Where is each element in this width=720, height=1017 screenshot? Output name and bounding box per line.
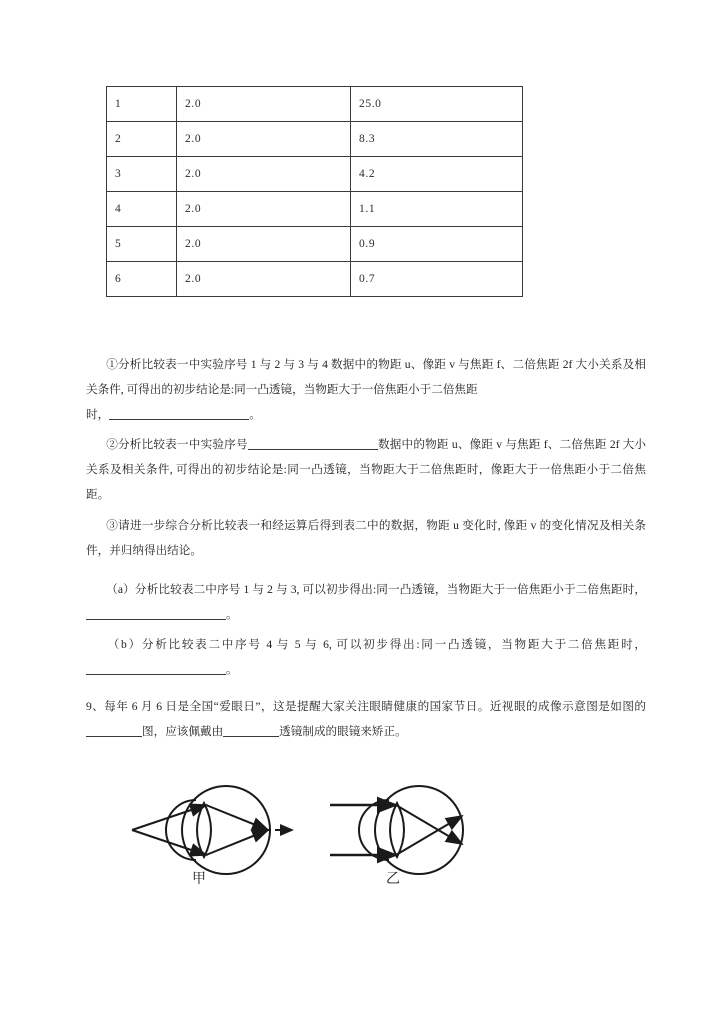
left-eye-diagram — [132, 786, 292, 874]
question-item-a — [86, 577, 646, 627]
refracted-ray-lower-left — [206, 830, 268, 855]
answer-blank-b[interactable] — [86, 674, 226, 675]
refracted-ray-upper-right — [396, 805, 462, 844]
answer-blank-9b[interactable] — [223, 736, 279, 737]
question-3-text: ③请进一步综合分析比较表一和经运算后得到表二中的数据，物距 u 变化时, 像距 v 的变化情况及相关条件，并归纳得出结论。 — [86, 519, 646, 557]
cell-index: 3 — [107, 157, 177, 192]
question-item-9 — [86, 694, 646, 744]
question-9-text-c: 透镜制成的眼镜来矫正。 — [279, 725, 407, 738]
question-a-text-b: 。 — [226, 608, 238, 621]
question-a-text-a: （a）分析比较表二中序号 1 与 2 与 3, 可以初步得出:同一凸透镜，当物距大于一倍焦距小于二倍焦距时， — [106, 583, 646, 596]
cell-index: 6 — [107, 262, 177, 297]
cell-object-distance: 2.0 — [177, 87, 351, 122]
figure-caption-left: 甲 — [192, 872, 206, 887]
question-1-text-c: 。 — [249, 408, 261, 421]
table-row — [107, 87, 523, 122]
cell-object-distance: 2.0 — [177, 227, 351, 262]
refracted-ray-upper-left — [206, 805, 268, 830]
answer-blank-9a[interactable] — [86, 736, 142, 737]
question-item-3 — [86, 513, 646, 563]
right-eye-diagram — [330, 786, 463, 874]
table-row — [107, 157, 523, 192]
question-1-text-a: ①分析比较表一中实验序号 1 与 2 与 3 与 4 数据中的物距 u、像距 v 与焦距 f、二倍焦距 2f 大小关系及相关条件, 可得出的初步结论是:同一凸透镜，当物距大于一倍焦距小于二倍焦距 — [86, 358, 646, 396]
cell-index: 1 — [107, 87, 177, 122]
cell-image-distance: 25.0 — [351, 87, 523, 122]
table-row — [107, 122, 523, 157]
refracted-ray-lower-right — [396, 816, 462, 855]
question-1-text-b: 时， — [86, 408, 110, 421]
question-9-text-a: 9、每年 6 月 6 日是全国“爱眼日”，这是提醒大家关注眼睛健康的国家节日。近视眼的成像示意图是如图的 — [86, 700, 646, 713]
table-body — [107, 87, 523, 297]
answer-blank-2[interactable] — [248, 449, 378, 450]
incident-ray-upper-left — [132, 805, 206, 830]
question-2-text-a: ②分析比较表一中实验序号 — [106, 438, 248, 451]
question-9-text-b: 图，应该佩戴由 — [142, 725, 224, 738]
figure-captions — [128, 868, 500, 894]
table-row — [107, 192, 523, 227]
cell-index: 2 — [107, 122, 177, 157]
answer-blank-a[interactable] — [86, 619, 226, 620]
question-item-2 — [86, 432, 646, 507]
figure-caption-right: 乙 — [386, 872, 400, 887]
cell-object-distance: 2.0 — [177, 157, 351, 192]
question-item-1 — [86, 352, 646, 427]
question-2-text-b: 数据中的物距 u、像距 v 与焦距 f、二倍焦距 2f 大小关系及相关条件, 可得出的初步结论是:同一凸透镜，当物距大于二倍焦距时，像距大于一倍焦距小于二倍焦距。 — [86, 438, 646, 501]
crystalline-lens-right — [390, 803, 404, 857]
incident-ray-lower-left — [132, 830, 206, 855]
question-item-b — [86, 632, 646, 682]
table-row — [107, 227, 523, 262]
experiment-data-table — [106, 86, 523, 297]
cell-image-distance: 4.2 — [351, 157, 523, 192]
cell-object-distance: 2.0 — [177, 122, 351, 157]
cell-index: 5 — [107, 227, 177, 262]
cell-image-distance: 8.3 — [351, 122, 523, 157]
question-b-text-a: （b）分析比较表二中序号 4 与 5 与 6, 可以初步得出:同一凸透镜，当物距大于二倍焦距时， — [106, 638, 646, 651]
cell-object-distance: 2.0 — [177, 262, 351, 297]
question-b-text-b: 。 — [226, 663, 238, 676]
cell-object-distance: 2.0 — [177, 192, 351, 227]
cell-image-distance: 1.1 — [351, 192, 523, 227]
answer-blank-1[interactable] — [109, 419, 249, 420]
cell-image-distance: 0.9 — [351, 227, 523, 262]
crystalline-lens-left — [197, 803, 211, 857]
cell-index: 4 — [107, 192, 177, 227]
cell-image-distance: 0.7 — [351, 262, 523, 297]
table-row — [107, 262, 523, 297]
